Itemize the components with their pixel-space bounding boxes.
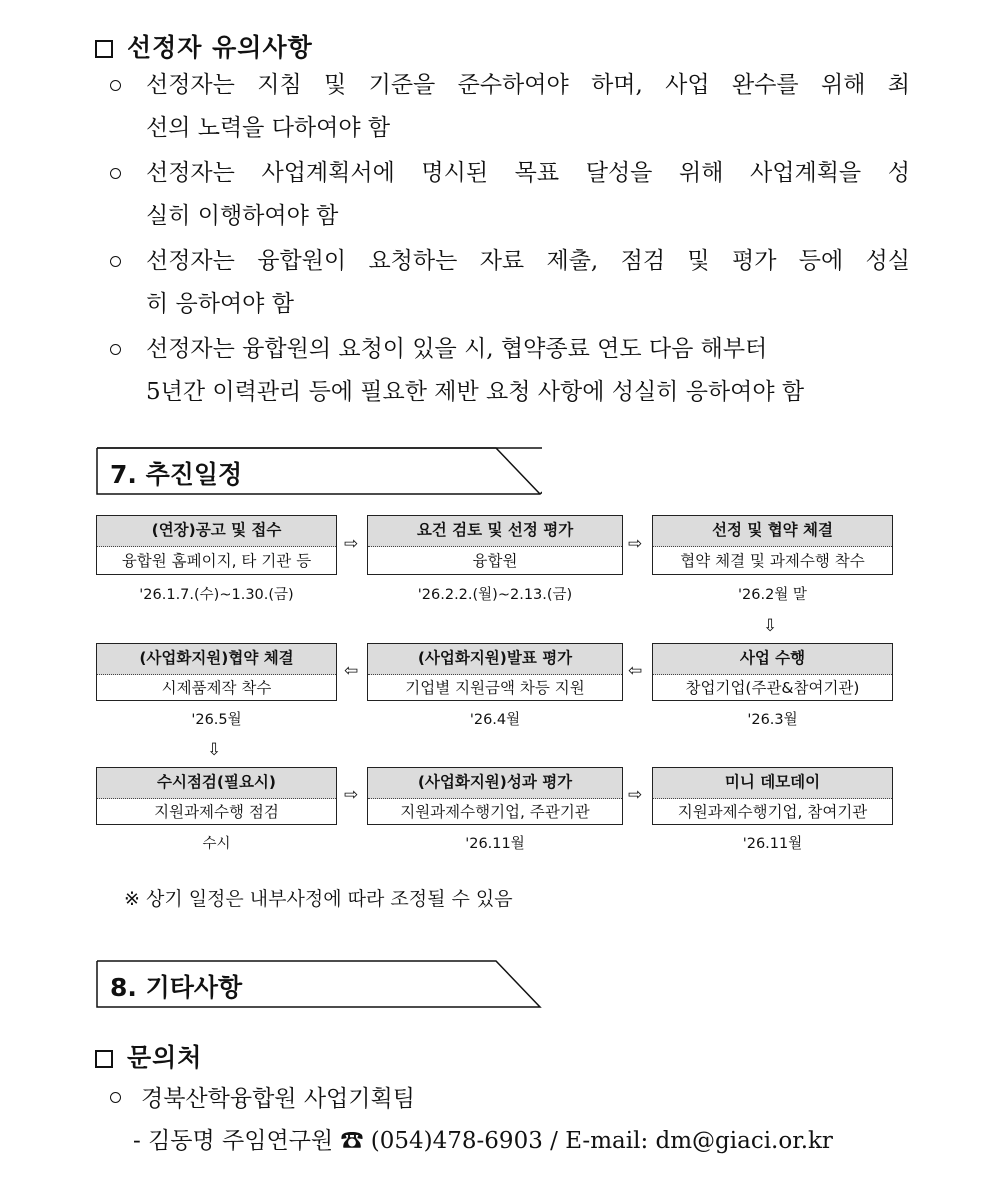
schedule-step-execution: 사업 수행 창업기업(주관&참여기관) — [652, 643, 893, 701]
step-date: '26.5월 — [191, 712, 242, 728]
arrow-right-icon: ⇨ — [628, 534, 643, 554]
notice-item: 선정자는 지침 및 기준을 준수하여야 하며, 사업 완수를 위해 최 선의 노력을 다하여야 함 — [110, 64, 910, 150]
circle-bullet-icon — [110, 80, 121, 91]
schedule-step-performance: (사업화지원)성과 평가 지원과제수행기업, 주관기관 — [367, 767, 623, 825]
notice-item: 선정자는 융합원의 요청이 있을 시, 협약종료 연도 다음 해부터 5년간 이력관리 등에 필요한 제반 요청 사항에 성실히 응하여야 함 — [110, 328, 870, 414]
circle-bullet-icon — [110, 256, 121, 267]
schedule-step-review: 요건 검토 및 선정 평가 융합원 — [367, 515, 623, 575]
notice-item: 선정자는 사업계획서에 명시된 목표 달성을 위해 사업계획을 성 실히 이행하여야 함 — [110, 152, 910, 238]
square-bullet-icon — [95, 40, 113, 58]
schedule-step-inspection: 수시점검(필요시) 지원과제수행 점검 — [96, 767, 337, 825]
circle-bullet-icon — [110, 168, 121, 179]
contact-phone: (054)478-6903 — [370, 1128, 543, 1154]
schedule-step-presentation: (사업화지원)발표 평가 기업별 지원금액 차등 지원 — [367, 643, 623, 701]
step-date: '26.4월 — [469, 712, 521, 728]
arrow-left-icon: ⇦ — [628, 661, 643, 681]
schedule-step-selection: 선정 및 협약 체결 협약 체결 및 과제수행 착수 — [652, 515, 893, 575]
step-date: '26.11월 — [742, 836, 803, 852]
arrow-right-icon: ⇨ — [628, 785, 643, 805]
step-date: '26.2월 말 — [738, 587, 807, 603]
schedule-heading: 7. 추진일정 — [96, 447, 542, 496]
arrow-right-icon: ⇨ — [344, 534, 359, 554]
step-date: 수시 — [202, 836, 231, 852]
schedule-step-agreement: (사업화지원)협약 체결 시제품제작 착수 — [96, 643, 337, 701]
schedule-step-demoday: 미니 데모데이 지원과제수행기업, 참여기관 — [652, 767, 893, 825]
contact-email[interactable]: E-mail: dm@giaci.or.kr — [565, 1128, 833, 1154]
step-date: '26.11월 — [465, 836, 525, 852]
notice-item: 선정자는 융합원이 요청하는 자료 제출, 점검 및 평가 등에 성실 히 응하여야 함 — [110, 240, 910, 326]
arrow-down-icon: ⇩ — [763, 616, 778, 636]
schedule-step-announce: (연장)공고 및 접수 융합원 홈페이지, 타 기관 등 — [96, 515, 337, 575]
circle-bullet-icon — [110, 344, 121, 355]
arrow-down-icon: ⇩ — [207, 740, 222, 760]
notice-heading: 선정자 유의사항 — [95, 28, 313, 64]
step-date: '26.3월 — [747, 712, 798, 728]
square-bullet-icon — [95, 1050, 113, 1068]
contact-org-row: 경북산학융합원 사업기획팀 — [110, 1080, 415, 1113]
contact-person-row: - 김동명 주임연구원 ☎ (054)478-6903 / E-mail: dm@giaci.or.kr — [133, 1128, 833, 1154]
schedule-note: ※ 상기 일정은 내부사정에 따라 조정될 수 있음 — [124, 888, 513, 910]
contact-person: 김동명 주임연구원 — [148, 1128, 334, 1154]
etc-heading: 8. 기타사항 — [96, 960, 542, 1009]
step-date: '26.2.2.(월)~2.13.(금) — [417, 587, 573, 603]
step-date: '26.1.7.(수)~1.30.(금) — [139, 587, 294, 603]
phone-icon: ☎ — [340, 1128, 364, 1154]
arrow-right-icon: ⇨ — [344, 785, 359, 805]
circle-bullet-icon — [110, 1092, 121, 1103]
arrow-left-icon: ⇦ — [344, 661, 359, 681]
contact-heading: 문의처 — [95, 1038, 202, 1074]
